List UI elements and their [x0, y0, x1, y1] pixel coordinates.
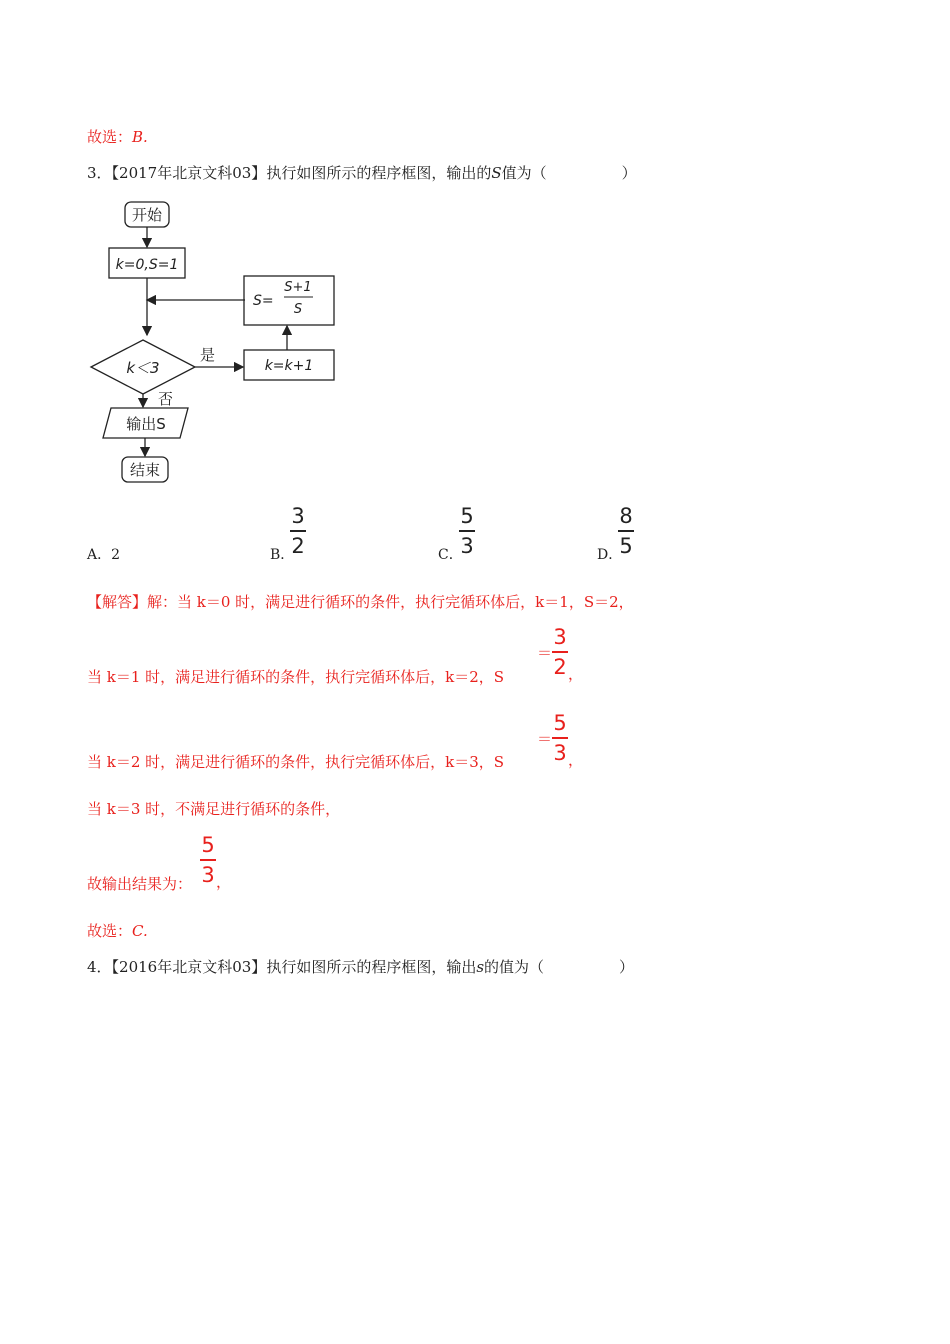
- increment-label: k=k+1: [264, 358, 314, 374]
- question-source: 【2017年北京文科03】: [111, 164, 267, 182]
- solution-line-3-eq: ＝: [537, 730, 553, 748]
- option-c-label[interactable]: C．: [438, 547, 463, 563]
- update-s-numerator: S+1: [284, 280, 312, 295]
- question-4-stem: 4．【2016年北京文科03】执行如图所示的程序框图，输出s的值为（ ）: [87, 958, 635, 976]
- solution-line-3: 当 k＝2 时，满足进行循环的条件，执行完循环体后，k＝3，S: [87, 753, 505, 771]
- solution-line-2: 当 k＝1 时，满足进行循环的条件，执行完循环体后，k＝2，S: [87, 668, 505, 686]
- solution-tag: 【解答】: [87, 593, 148, 611]
- update-s-lhs: S=: [253, 293, 274, 309]
- solution-line-5-fraction: 5 3: [201, 833, 215, 887]
- update-s-denominator: S: [293, 302, 303, 317]
- flowchart: [85, 195, 345, 490]
- solution-line-3-fraction: 5 3: [553, 711, 567, 765]
- solution-line-2-fraction: 3 2: [553, 625, 567, 679]
- question-source: 【2016年北京文科03】: [111, 958, 267, 976]
- option-d-label[interactable]: D．: [597, 547, 623, 563]
- init-label: k=0,S=1: [115, 257, 179, 273]
- option-b-label[interactable]: B．: [270, 547, 295, 563]
- solution-line-3-comma: ，: [568, 751, 584, 769]
- option-a[interactable]: [87, 545, 120, 565]
- answer-prefix: 故选：: [87, 128, 133, 146]
- solution-line-5: 故输出结果为：: [87, 875, 193, 893]
- end-label: 结束: [129, 461, 161, 479]
- option-a-value: 2: [111, 547, 121, 563]
- solution-line-2-comma: ，: [568, 665, 584, 683]
- solution-line-5-comma: ，: [216, 873, 232, 891]
- solution-line-2-eq: ＝: [537, 644, 553, 662]
- yes-label: 是: [200, 346, 216, 364]
- solution-answer: 故选：C.: [87, 922, 148, 940]
- question-number: 3．: [87, 164, 112, 182]
- start-label: 开始: [131, 206, 163, 224]
- option-c-fraction: 5 3: [460, 504, 474, 558]
- solution-line-4: 当 k＝3 时，不满足进行循环的条件，: [87, 800, 341, 818]
- condition-label: k＜3: [126, 359, 160, 377]
- answer-letter: B.: [132, 128, 148, 146]
- option-d-fraction: 8 5: [619, 504, 633, 558]
- previous-answer: [87, 127, 148, 147]
- question-number: 4．: [87, 958, 112, 976]
- option-a-label: A．: [87, 547, 112, 563]
- output-label: 输出S: [126, 415, 166, 433]
- question-3-stem: 3．【2017年北京文科03】执行如图所示的程序框图，输出的S值为（ ）: [87, 164, 637, 182]
- solution-line-1: 【解答】解：当 k＝0 时，满足进行循环的条件，执行完循环体后，k＝1，S＝2，: [87, 593, 634, 611]
- option-b-fraction: 3 2: [291, 504, 305, 558]
- no-label: 否: [158, 390, 174, 408]
